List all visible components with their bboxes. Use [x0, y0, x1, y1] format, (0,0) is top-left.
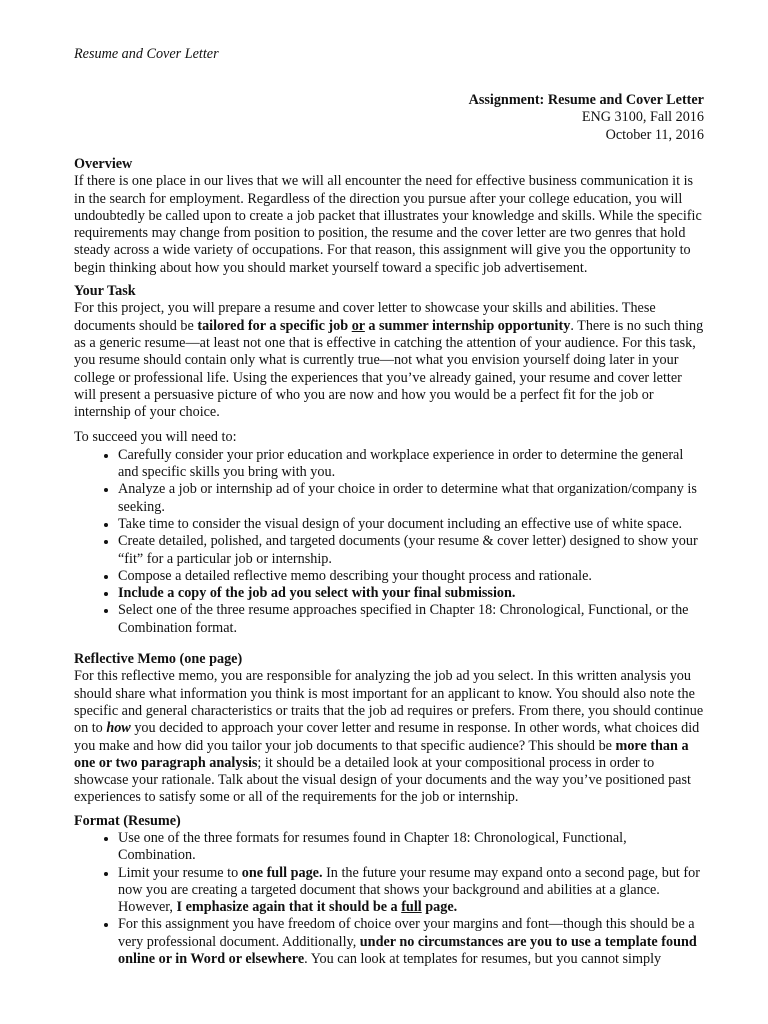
overview-section	[74, 156, 704, 277]
format-text: For this assignment you have freedom of choice over your margins and font—though this should be a very professional document. Additionally,	[118, 916, 695, 950]
memo-heading: Reflective Memo (one page)	[74, 651, 243, 668]
list-item	[118, 585, 704, 602]
list-item: • Compose a detailed reflective memo describing your thought process and rationale.	[118, 568, 704, 585]
list-item: • Analyze a job or internship ad of your choice in order to determine what that organization/company is seeking.	[118, 481, 704, 516]
assignment-block	[469, 92, 704, 144]
task-text-c: . There is no such thing as a generic resume—at least not one that is effective in catching the attention of your audience. For this task, you resume should contain only what is currently true—not what you envision yourself doing later in your college or professional life. Using the experiences that you’ve already gained, your resume and cover letter will present a persuasive picture of who you are now and how you would be a perfect fit for the job or internship of your choice.	[74, 317, 704, 421]
assignment-date: October 11, 2016	[605, 126, 704, 143]
list-item: • Select one of the three resume approaches specified in Chapter 18: Chronological, Functional, or the Combination format.	[118, 602, 704, 637]
task-emphasis-b: a summer internship opportunity	[364, 317, 571, 334]
memo-text-a: For this reflective memo, you are responsible for analyzing the job ad you select. In this written analysis you should share what information you think is most important for an applicant to know. You should also note the specific and general characteristics or traits that the job ad requires or prefers. From there, you should continue on to	[74, 668, 704, 737]
list-item-bold: Include a copy of the job ad you select with your final submission.	[118, 585, 516, 602]
format-heading: Format (Resume)	[74, 812, 181, 829]
list-item: • Use one of the three formats for resumes found in Chapter 18: Chronological, Functional, Combination.	[118, 830, 704, 865]
overview-heading: Overview	[74, 156, 133, 172]
format-bold: under no circumstances are you to use a template found online or in Word or elsewhere	[118, 933, 697, 968]
format-bold: page.	[421, 899, 458, 916]
memo-section	[74, 651, 704, 807]
list-item: • Take time to consider the visual design of your document including an effective use of white space.	[118, 516, 704, 533]
list-item	[118, 916, 704, 968]
memo-text-c: ; it should be a detailed look at your compositional process in order to showcase your rationale. Talk about the visual design of your documents and the way you’ve positioned past experiences to satisfy some or all of the requirements for the job or internship.	[74, 754, 691, 806]
memo-text-b: you decided to approach your cover letter and resume in response. In other words, what choices did you make and how did you tailor your job documents to that specific audience? This should be	[74, 720, 700, 754]
format-text: Limit your resume to	[118, 864, 242, 881]
task-paragraph	[74, 300, 704, 421]
format-list	[74, 830, 704, 968]
list-item: • Create detailed, polished, and targeted documents (your resume & cover letter) designed to show your “fit” for a particular job or internship.	[118, 533, 704, 568]
overview-paragraph: If there is one place in our lives that we will all encounter the need for effective business communication it is in the search for employment. Regardless of the direction you pursue after your college education, you will undoubtedly be called upon to create a job packet that illustrates your knowledge and skills. While the specific requirements may change from position to position, the resume and the cover letter are two genres that hold steady across a wide variety of occupations. For that reason, this assignment will give you the opportunity to begin thinking about how you should market yourself toward a specific job advertisement.	[74, 173, 702, 276]
format-text: In the future your resume may expand onto a second page, but for now you are creating a targeted document that shows your background and abilities at a glance. However,	[118, 864, 700, 916]
task-section	[74, 283, 704, 637]
format-bold: I emphasize again that it should be a	[176, 899, 402, 916]
task-emphasis-or: or	[351, 317, 365, 334]
task-text-a: For this project, you will prepare a resume and cover letter to showcase your skills and abilities. These documents should be	[74, 300, 656, 334]
memo-paragraph	[74, 668, 704, 806]
document-body	[74, 156, 704, 974]
task-heading: Your Task	[74, 283, 136, 300]
list-item: • Carefully consider your prior education and workplace experience in order to determine the general and specific skills you bring with you.	[118, 447, 704, 482]
memo-emphasis: more than a one or two paragraph analysis	[74, 737, 689, 771]
task-list	[74, 447, 704, 637]
assignment-title: Assignment: Resume and Cover Letter	[468, 92, 704, 108]
assignment-course: ENG 3100, Fall 2016	[581, 109, 704, 126]
task-list-intro: To succeed you will need to:	[74, 429, 237, 446]
memo-how: how	[106, 720, 131, 737]
task-emphasis-a: tailored for a specific job	[197, 317, 352, 334]
document-header-title: Resume and Cover Letter	[74, 46, 219, 62]
list-item	[118, 865, 704, 917]
format-section	[74, 813, 704, 969]
format-underline: full	[401, 899, 422, 916]
format-text: . You can look at templates for resumes, but you cannot simply	[304, 951, 662, 968]
format-bold: one full page.	[241, 864, 323, 881]
